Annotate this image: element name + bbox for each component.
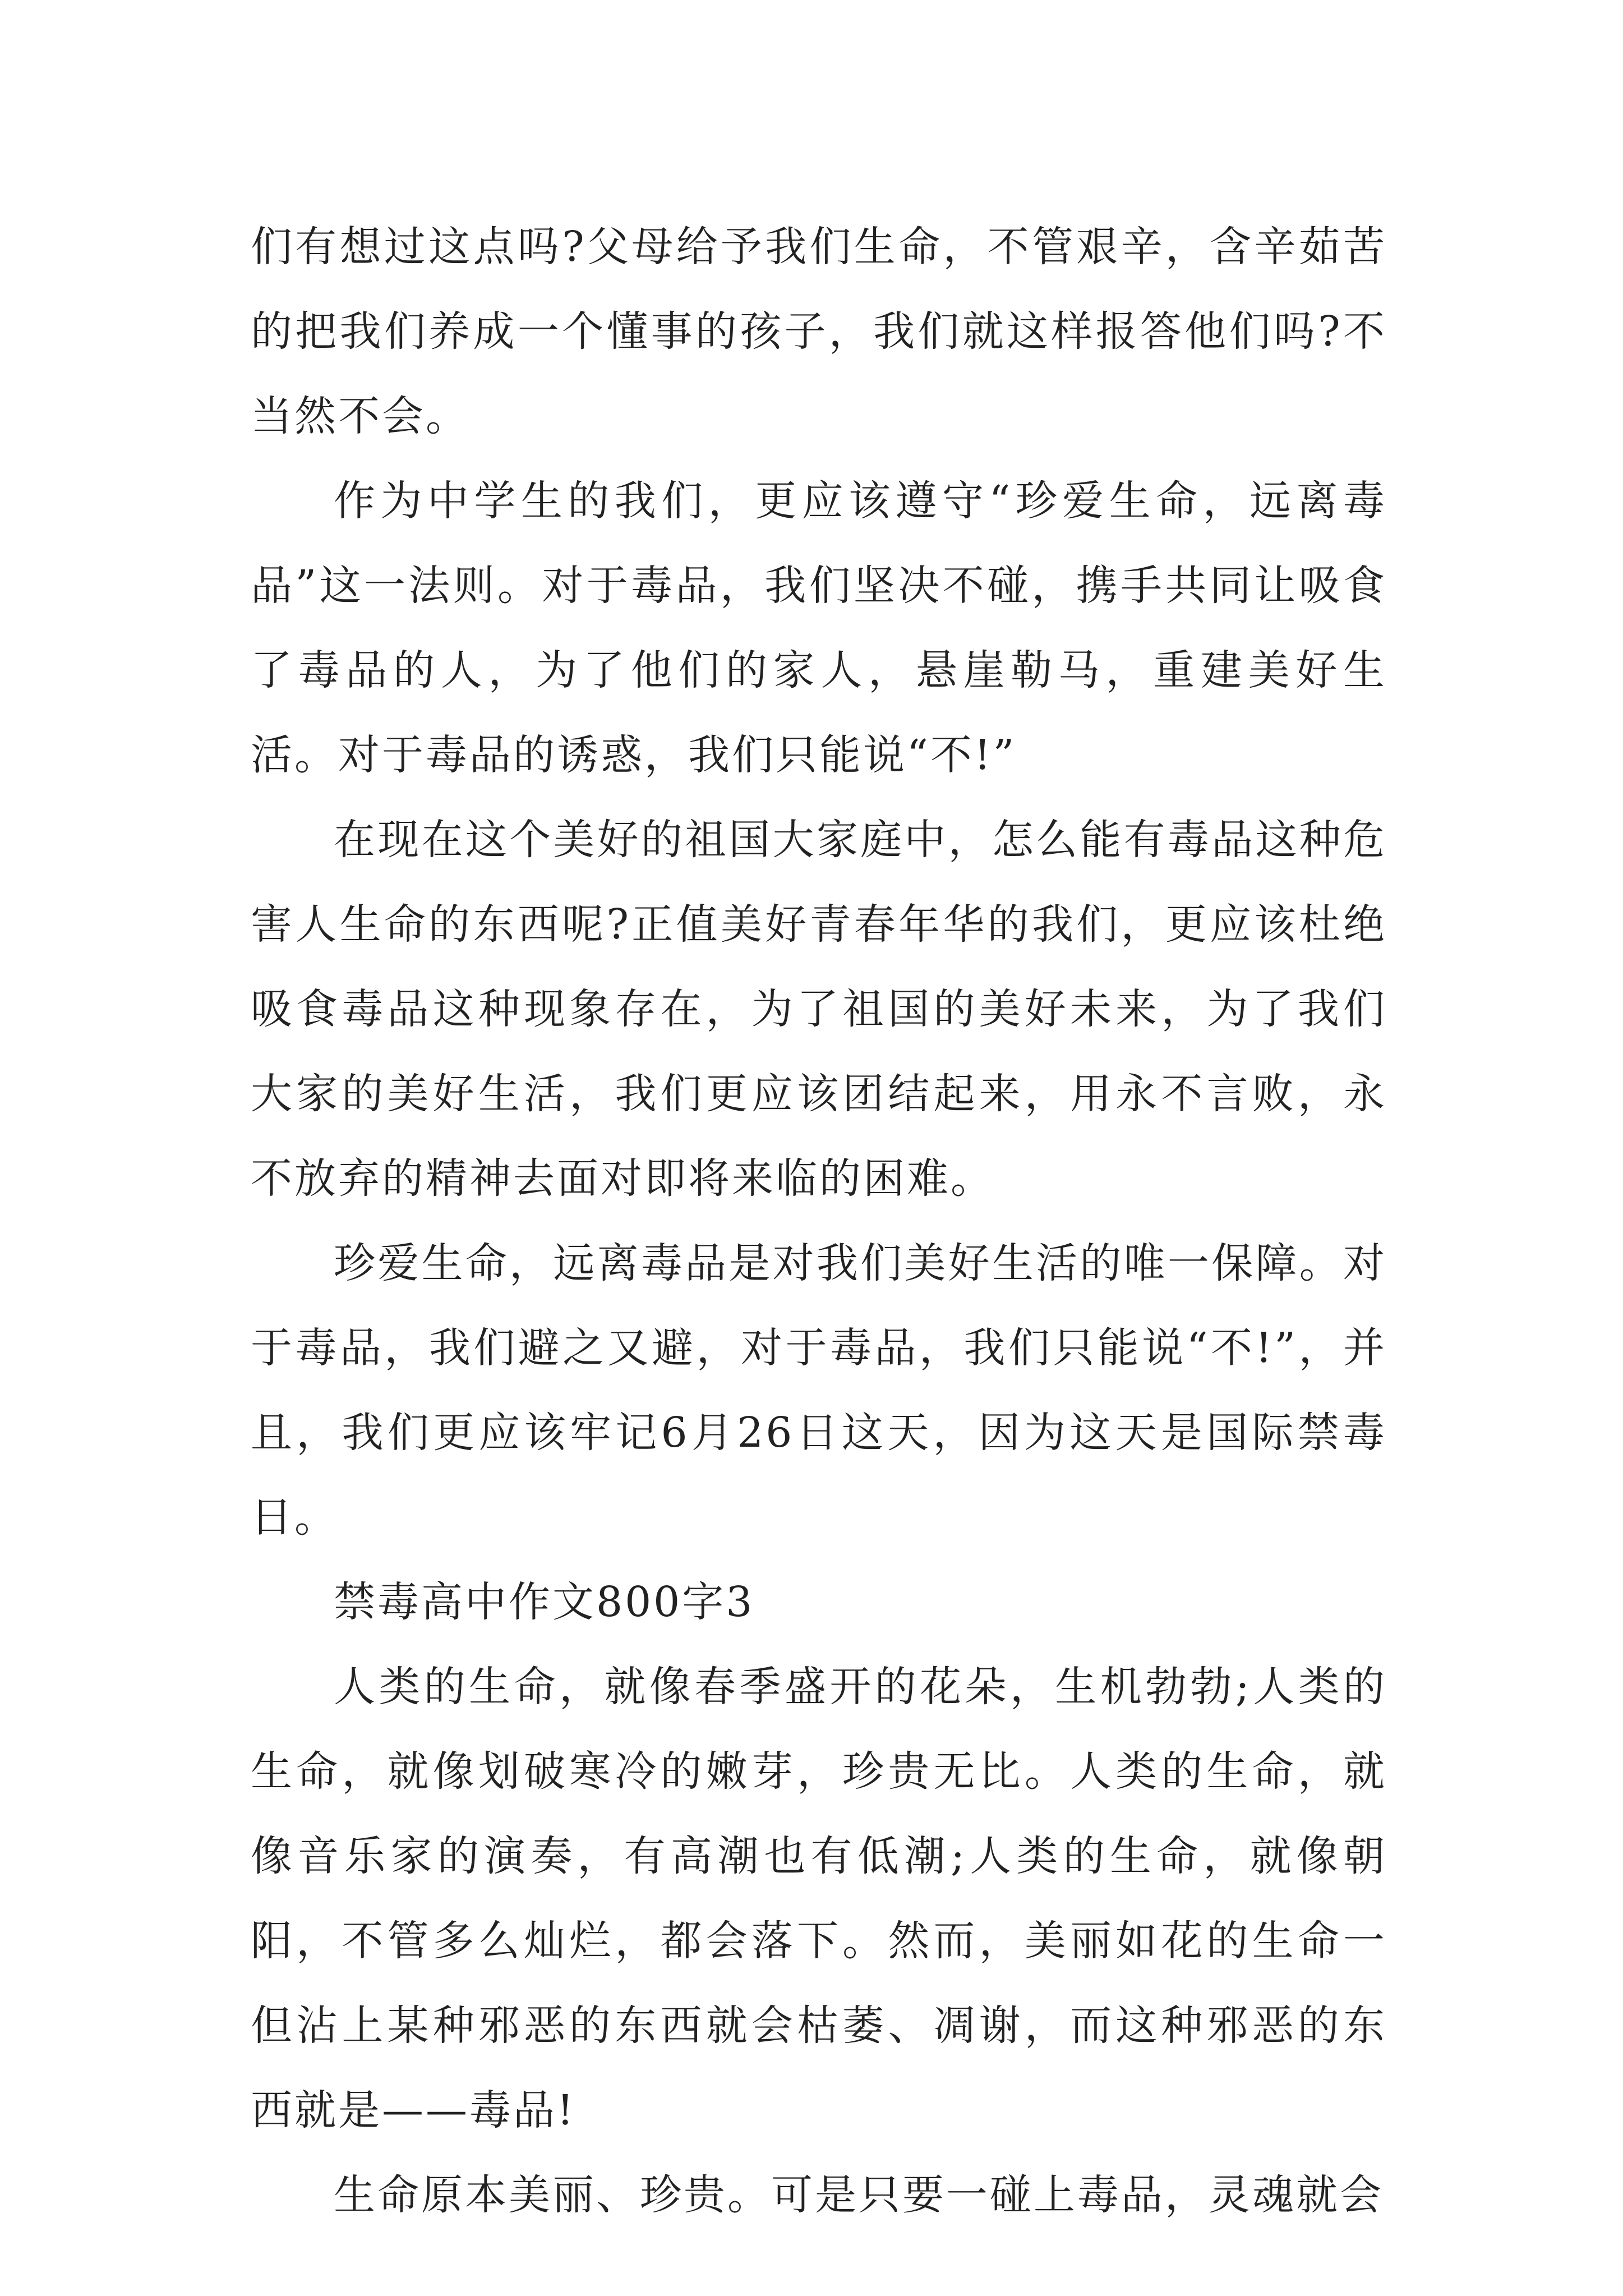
document-body	[251, 205, 1387, 2238]
section-title: 禁毒高中作文800字3	[334, 1578, 755, 1626]
paragraph: 生命原本美丽、珍贵。可是只要一碰上毒品，灵魂就会	[334, 2171, 1384, 2219]
paragraph: 珍爱生命，远离毒品是对我们美好生活的唯一保障。对于毒品，我们避之又避，对于毒品，我们只能说“不!”，并且，我们更应该牢记6月26日这天，因为这天是国际禁毒日。	[251, 1239, 1387, 1542]
paragraph: 人类的生命，就像春季盛开的花朵，生机勃勃;人类的生命，就像划破寒冷的嫩芽，珍贵无比。人类的生命，就像音乐家的演奏，有高潮也有低潮;人类的生命，就像朝阳，不管多么灿烂，都会落下。然而，美丽如花的生命一但沾上某种邪恶的东西就会枯萎、凋谢，而这种邪恶的东西就是——毒品!	[251, 1663, 1387, 2134]
paragraph: 作为中学生的我们，更应该遵守“珍爱生命，远离毒品”这一法则。对于毒品，我们坚决不碰，携手共同让吸食了毒品的人，为了他们的家人，悬崖勒马，重建美好生活。对于毒品的诱惑，我们只能说“不!”	[251, 477, 1387, 779]
paragraph-continuation: 们有想过这点吗?父母给予我们生命，不管艰辛，含辛茹苦的把我们养成一个懂事的孩子，我们就这样报答他们吗?不当然不会。	[251, 223, 1387, 440]
paragraph: 在现在这个美好的祖国大家庭中，怎么能有毒品这种危害人生命的东西呢?正值美好青春年华的我们，更应该杜绝吸食毒品这种现象存在，为了祖国的美好未来，为了我们大家的美好生活，我们更应该团结起来，用永不言败，永不放弃的精神去面对即将来临的困难。	[251, 816, 1387, 1203]
